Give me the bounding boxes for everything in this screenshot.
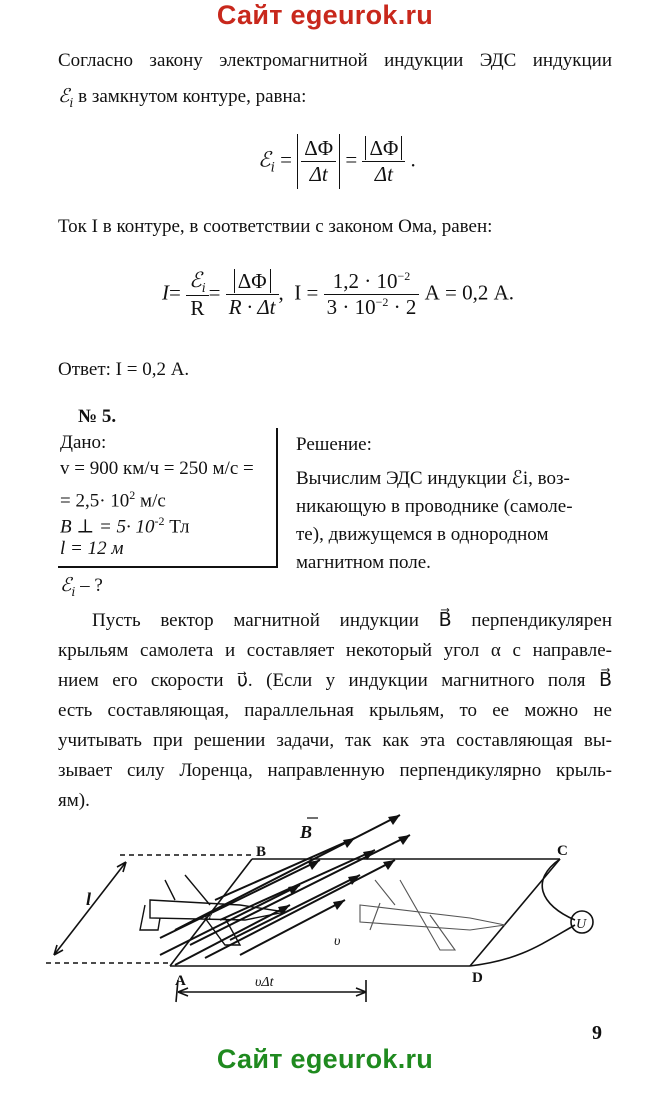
given-divider (58, 566, 276, 568)
formula-emf-den: Δt (309, 162, 328, 186)
formula-emf-eq: = (280, 147, 292, 172)
formula-current-den-value: $3 \cdot 10^{-2} \cdot 2$ (326, 295, 417, 320)
current-text: Ток I в контуре, в соответствии с законом Ома, равен: (58, 216, 493, 237)
site-footer: Сайт egeurok.ru (216, 1044, 434, 1074)
paragraph-line-2: крыльям самолета и составляет некоторый угол α с направле- (58, 640, 612, 661)
solution-title: Решение: (296, 434, 372, 455)
formula-current-num: ΔΦ (234, 269, 271, 293)
given-induction: B ⊥ = $5\cdot 10^{-2}$ Тл (60, 514, 190, 538)
field-label-b: B⃗ (300, 822, 327, 842)
paragraph-line-5: учитывать при решении задачи, так как эта составляющая вы- (58, 730, 612, 751)
point-label-c: C (557, 843, 568, 859)
formula-current-num-value: $1,2 \cdot 10^{-2}$ (324, 269, 420, 295)
airplane-ghost (360, 880, 505, 950)
paragraph-line-6: зывает силу Лоренца, направленную перпендикулярно крыль- (58, 760, 612, 781)
solution-line-2: никающую в проводнике (самоле- (296, 496, 573, 517)
voltmeter-label: U (576, 917, 587, 932)
formula-emf-lhs: ℰ (258, 147, 271, 172)
formula-emf-end: . (410, 147, 416, 172)
length-label-l: l (86, 889, 92, 909)
alpha-label: α (205, 908, 212, 923)
given-title: Дано: (60, 432, 107, 453)
given-velocity-si: = $2,5\cdot 10^2$ м/с (60, 488, 166, 512)
formula-emf-den-2: Δt (374, 162, 393, 186)
solution-line-1: Вычислим ЭДС индукции ℰi, воз- (296, 468, 570, 489)
formula-emf-num-2: ΔΦ (365, 136, 402, 160)
formula-current-result: А = 0,2 А. (424, 280, 515, 305)
intro-line-2-text: в замкнутом контуре, равна: (78, 86, 307, 107)
airplane-rails-figure (0, 800, 650, 1020)
emf-symbol: ℰ$_i$ (58, 85, 74, 110)
paragraph-line-3: нием его скорости υ⃗. (Если у индукции магнитного поля B⃗ (58, 670, 612, 691)
given-length: l = 12 м (60, 538, 124, 559)
given-velocity: v = 900 км/ч = 250 м/с = (60, 458, 254, 479)
site-header: Сайт egeurok.ru (216, 0, 434, 30)
vdt-label: υΔt (255, 975, 274, 990)
formula-emf-lhs-sub: i (270, 160, 275, 176)
velocity-label: υ⃗ (334, 934, 352, 949)
paragraph-line-7: ям). (58, 790, 90, 811)
formula-emf (258, 134, 416, 189)
formula-current-r: R (190, 296, 205, 321)
intro-line-2 (58, 81, 612, 118)
intro-line-1: Согласно закону электромагнитной индукции ЭДС индукции (58, 50, 612, 71)
formula-emf-abs-frac (297, 134, 340, 189)
formula-current-eps-sub: i (201, 281, 206, 296)
point-label-a: A (175, 973, 186, 989)
formula-current: I= $\frac{ℰ_i}{R}$ = $\frac{\Delta\Phi}{R \cdot \Delta t}$ , I = $\frac{1,2 \cdot 10^{-2}}{3 \cdot 10^{-2} \cdot 2}$ А = 0,2 А. (162, 268, 515, 321)
voltmeter-wire-bottom (470, 925, 575, 966)
formula-emf-num: ΔΦ (301, 136, 336, 162)
voltmeter-wire-top (542, 859, 575, 920)
point-label-b: B (256, 844, 267, 860)
formula-emf-eq-2: = (345, 147, 358, 172)
solution-line-3: те), движущемся в однородном (296, 524, 549, 545)
solution-line-4: магнитном поле. (296, 552, 431, 573)
paragraph-line-4: есть составляющая, параллельная крыльям, то ее можно не (58, 700, 612, 721)
answer-text: Ответ: I = 0,2 А. (58, 359, 190, 380)
point-label-d: D (472, 970, 483, 986)
problem-number: № 5. (78, 406, 117, 427)
page-number: 9 (592, 1022, 602, 1044)
rail-cd (470, 859, 560, 966)
given-vertical-divider (276, 428, 278, 568)
formula-current-i2: I (294, 280, 302, 305)
paragraph-line-1: Пусть вектор магнитной индукции B⃗ перпендикулярен (92, 610, 612, 631)
given-find: ℰ$_i$ – ? (60, 574, 103, 599)
formula-current-den: R · Δt (228, 295, 276, 320)
formula-current-eps: ℰ (189, 268, 202, 292)
formula-current-lhs: I (162, 280, 169, 305)
